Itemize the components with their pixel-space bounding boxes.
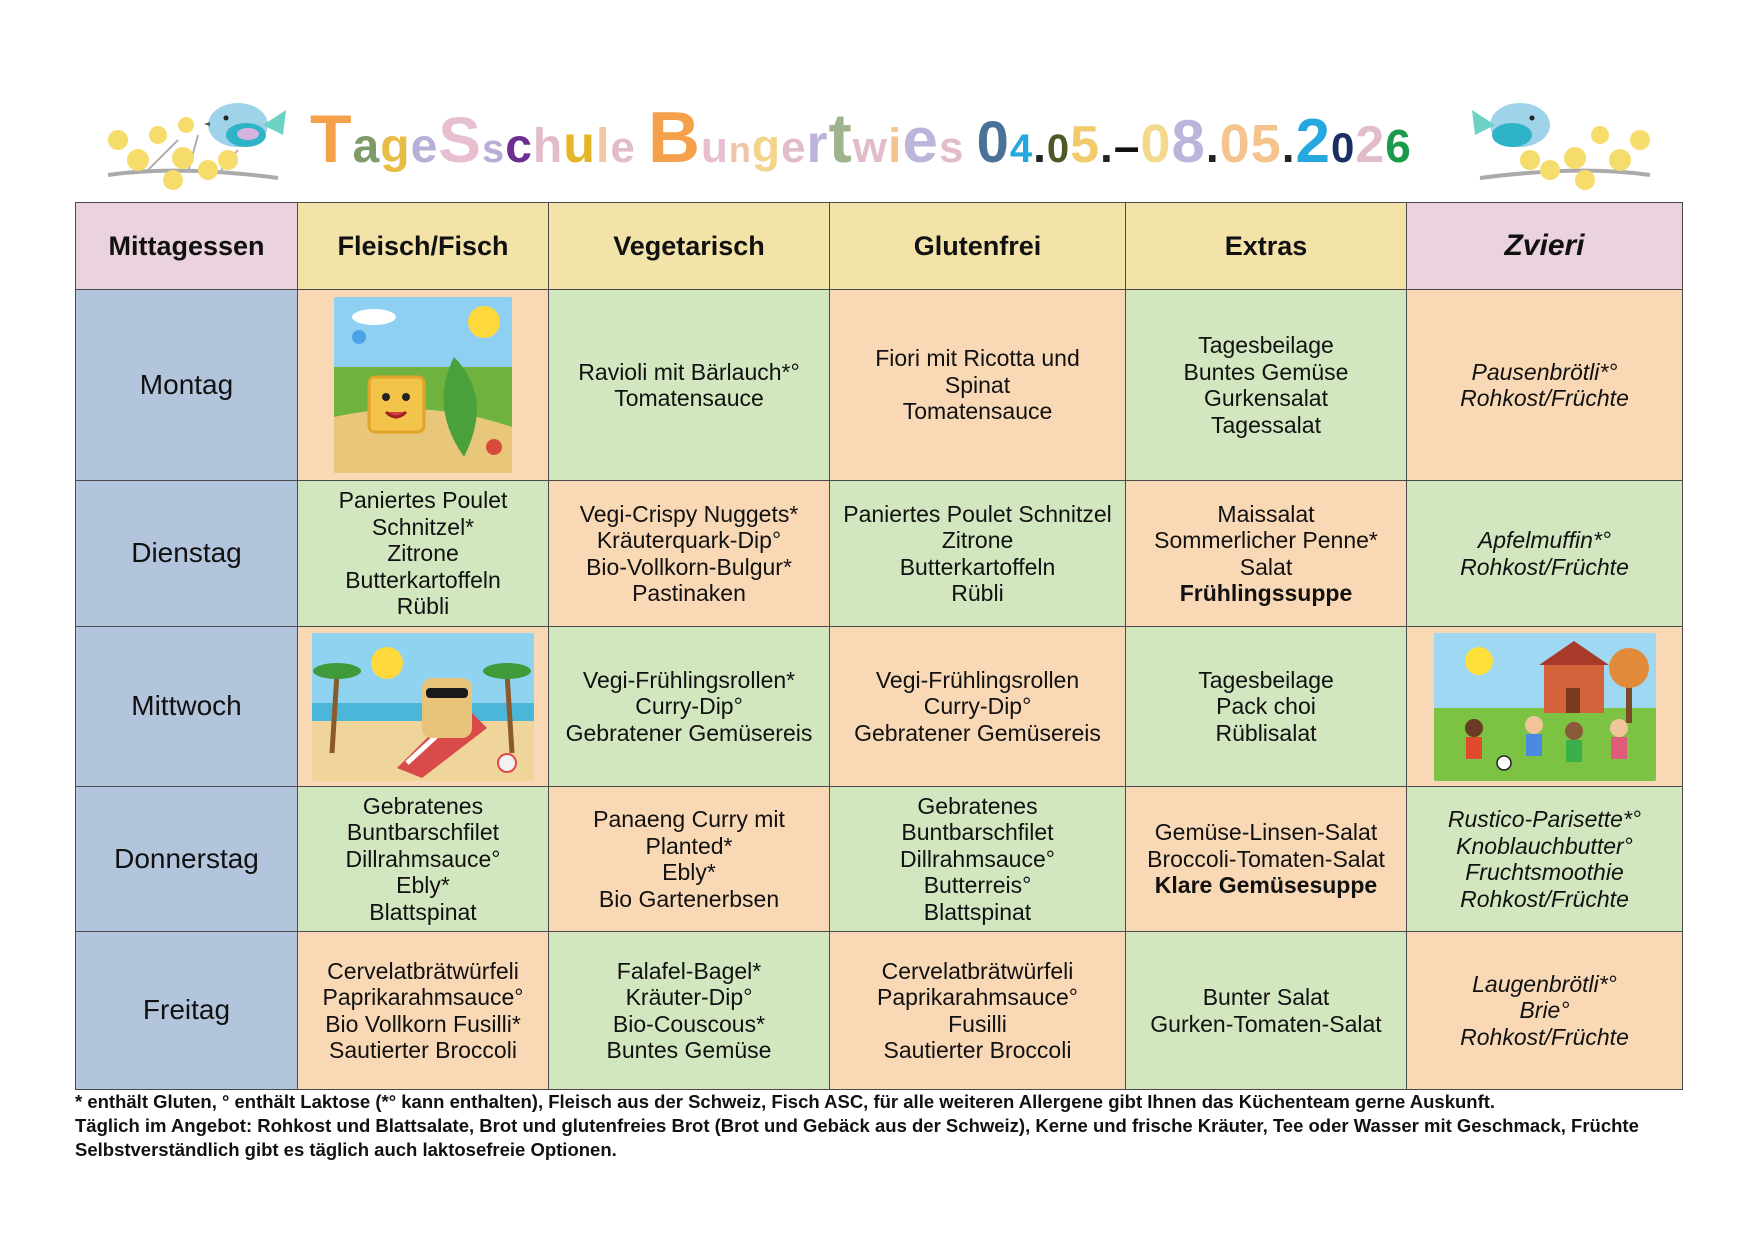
title-letter: 0 [1046,127,1071,171]
header-extras: Extras [1126,203,1407,290]
fleisch-cell [298,787,549,932]
dish-line: Curry-Dip° [635,693,743,720]
extras-cell [1126,787,1407,932]
zvieri-cell [1407,481,1683,627]
day-label: Montag [76,290,298,481]
vegetarisch-cell [549,932,830,1090]
title-letter: e [780,123,807,172]
dish-line: Gebratenes [917,792,1038,819]
title-letter: 0 [976,110,1010,175]
extras-cell [1126,290,1407,481]
title-letter [636,99,648,199]
bird-on-branch-icon [1470,80,1670,190]
glutenfrei-cell [830,481,1126,627]
menu-table [75,202,1683,1090]
snack-line: Fruchtsmoothie [1465,859,1624,885]
dish-line: Blattspinat [369,898,477,925]
snack-line: Rohkost/Früchte [1460,385,1629,411]
dish-line: Bio-Couscous* [612,1010,766,1037]
table-row [76,932,1683,1090]
title-letter: 4 [1009,127,1034,171]
dish-line: Pack choi [1216,693,1316,720]
title-letter: 2 [1355,116,1386,174]
header-glutenfrei: Glutenfrei [830,203,1126,290]
title-letter: 6 [1385,120,1412,172]
dish-line: Dillrahmsauce° [900,845,1055,872]
title-letter: i [888,120,903,173]
glutenfrei-cell [830,787,1126,932]
dish-line: Buntes Gemüse [606,1037,772,1063]
title-letter: g [751,120,781,172]
day-label: Freitag [76,932,298,1090]
day-label: Donnerstag [76,787,298,932]
dish-line: Gurkensalat [1203,385,1328,411]
dish-line: Vegi-Crispy Nuggets* [579,500,799,527]
title-letter: 8 [1171,108,1206,175]
dish-line: Fusilli [948,1010,1007,1037]
dish-line: Gebratener Gemüsereis [565,719,813,746]
title-letter: . [1100,120,1114,172]
title-letter: w [852,123,889,172]
zvieri-cell [1407,290,1683,481]
vegetarisch-cell [549,787,830,932]
dish-line: Gebratener Gemüsereis [854,719,1101,746]
title-letter: u [563,116,597,174]
header-mittagessen: Mittagessen [76,203,298,290]
header-zvieri: Zvieri [1407,203,1683,290]
dish-line: Bio Gartenerbsen [598,885,780,912]
dish-line: Fiori mit Ricotta und [875,345,1080,372]
lactose-free-note: Selbstverständlich gibt es täglich auch laktosefreie Optionen. [75,1139,617,1160]
dish-line: Planted* [645,832,733,859]
dish-line: Maissalat [1217,500,1315,527]
dish-line: Tagesbeilage [1198,666,1334,693]
header-row [76,203,1683,290]
snack-line: Laugenbrötli*° [1472,970,1617,997]
title-letter: g [380,120,411,173]
title-letter: S [438,104,482,176]
fleisch-cell [298,290,549,481]
dish-line: Gemüse-Linsen-Salat [1154,819,1378,846]
vegetarisch-cell [549,627,830,787]
extras-cell [1126,932,1407,1090]
daily-offer-note: Täglich im Angebot: Rohkost und Blattsalate, Brot und glutenfreies Brot (Brot und Gebäck aus der Schweiz), Kerne und frische Kräuter, Tee oder Wasser mit Geschmack, Früchte [75,1115,1639,1136]
day-label: Dienstag [76,481,298,627]
dish-line: Butterreis° [923,872,1032,899]
snack-line: Pausenbrötli*° [1471,358,1618,385]
bird-on-branch-icon [88,80,288,190]
dish-line: Rüblisalat [1215,719,1317,746]
title-letter: B [647,98,701,178]
title-letter: e [410,120,439,173]
day-label: Mittwoch [76,627,298,787]
extras-cell [1126,481,1407,627]
title-letter: s [481,127,506,171]
dish-line: Kräuter-Dip° [625,984,753,1010]
table-row [76,787,1683,932]
dish-line: Bio-Vollkorn-Bulgur* [586,553,792,580]
dish-line: Tomatensauce [902,398,1053,425]
dish-line: Falafel-Bagel* [616,957,762,984]
fleisch-cell [298,481,549,627]
dish-line: Broccoli-Tomaten-Salat [1147,845,1385,872]
dish-line: Curry-Dip° [923,693,1032,720]
soup-line: Klare Gemüsesuppe [1154,872,1378,899]
snack-line: Knoblauchbutter° [1456,832,1633,859]
dish-line: Bio Vollkorn Fusilli* [325,1010,521,1037]
zvieri-cell [1407,627,1683,787]
snack-line: Rohkost/Früchte [1460,553,1629,580]
dish-line: Ebly* [662,859,716,885]
glutenfrei-cell [830,932,1126,1090]
vegetarisch-cell [549,290,830,481]
dish-line: Kräuterquark-Dip° [596,527,782,553]
title-letter: e [902,104,939,176]
title-letter: – [1113,120,1141,172]
dish-line: Sommerlicher Penne* [1154,527,1378,553]
title-letter: h [532,120,564,173]
dish-line: Ravioli mit Bärlauch*° [578,358,800,385]
dish-line: Butterkartoffeln [899,553,1056,580]
dish-line: Blattspinat [923,898,1032,925]
dish-line: Ebly* [396,872,450,899]
dish-line: Tagesbeilage [1198,332,1334,358]
dish-line: Buntbarschfilet [901,819,1054,846]
page-header [0,70,1752,190]
snack-line: Rohkost/Früchte [1460,885,1629,912]
zvieri-cell [1407,932,1683,1090]
title-letter: 2 [1295,107,1331,176]
title-letter: c [505,120,533,173]
dish-line: Sautierter Broccoli [883,1037,1072,1063]
title-letter: 5 [1250,114,1282,174]
fleisch-cell [298,932,549,1090]
dish-line: Salat [1239,553,1293,580]
title-letter: 0 [1330,124,1356,171]
dish-line: Tomatensauce [614,385,764,411]
dish-line: Panaeng Curry mit [593,806,785,832]
title-letter: l [596,120,611,173]
title-letter: T [310,101,353,177]
dish-line: Paprikarahmsauce° [322,984,524,1010]
title-letter: 0 [1140,114,1172,174]
dish-line: Paprikarahmsauce° [877,984,1078,1010]
dish-line: Schnitzel* [371,513,475,540]
dish-line: Dillrahmsauce° [345,845,501,872]
header-fleisch-fisch: Fleisch/Fisch [298,203,549,290]
dish-line: Zitrone [387,540,459,567]
table-row [76,290,1683,481]
page-title [310,88,1412,188]
snack-line: Rohkost/Früchte [1460,1023,1629,1050]
title-letter: 0 [1219,114,1251,174]
dish-line: Sautierter Broccoli [329,1037,517,1063]
dish-line: Vegi-Frühlingsrollen* [582,666,796,693]
dish-line: Rübli [396,593,450,620]
dish-line: Cervelatbrätwürfeli [881,957,1074,984]
snack-line: Apfelmuffin*° [1477,527,1612,553]
allergen-note: * enthält Gluten, ° enthält Laktose (*° kann enthalten), Fleisch aus der Schweiz, Fisch ASC, für alle weiteren Allergene gibt Ihnen das Küchenteam gerne Auskunft. [75,1091,1496,1112]
title-letter: 5 [1070,116,1101,174]
dish-line: Gebratenes [362,792,484,819]
dish-line: Vegi-Frühlingsrollen [875,666,1080,693]
dish-line: Paniertes Poulet Schnitzel [843,500,1112,527]
dish-line: Gurken-Tomaten-Salat [1150,1010,1382,1037]
title-letter: a [352,120,381,173]
ravioli-character-illustration-icon [334,297,512,473]
dish-line: Buntbarschfilet [346,819,500,846]
extras-cell [1126,627,1407,787]
table-row [76,481,1683,627]
glutenfrei-cell [830,290,1126,481]
footer-notes [75,1090,1682,1162]
dish-line: Pastinaken [632,580,746,606]
dish-line: Buntes Gemüse [1183,358,1349,385]
title-letter: u [700,123,729,172]
dish-line: Spinat [944,371,1011,398]
title-letter: . [1281,120,1296,172]
header-vegetarisch: Vegetarisch [549,203,830,290]
dish-line: Tagessalat [1211,411,1321,438]
snack-line: Rustico-Parisette*° [1447,806,1642,832]
soup-line: Frühlingssuppe [1179,580,1353,606]
fleisch-cell [298,627,549,787]
title-letter: s [938,123,965,172]
title-letter: . [1205,120,1220,172]
table-row [76,627,1683,787]
title-letter: n [728,129,752,170]
dish-line: Bunter Salat [1202,984,1330,1010]
title-letter: e [610,123,636,172]
dish-line: Zitrone [941,527,1014,553]
children-playing-illustration-icon [1434,633,1656,781]
dish-line: Butterkartoffeln [345,566,501,593]
dish-line: Cervelatbrätwürfeli [327,957,519,984]
zvieri-cell [1407,787,1683,932]
title-letter [964,99,976,199]
glutenfrei-cell [830,627,1126,787]
title-letter: r [806,114,829,174]
vegetarisch-cell [549,481,830,627]
spring-roll-beach-illustration-icon [312,633,534,781]
title-letter: t [828,99,853,177]
title-letter: . [1033,120,1047,172]
dish-line: Paniertes Poulet [338,487,508,514]
dish-line: Rübli [951,580,1004,606]
snack-line: Brie° [1519,997,1570,1024]
